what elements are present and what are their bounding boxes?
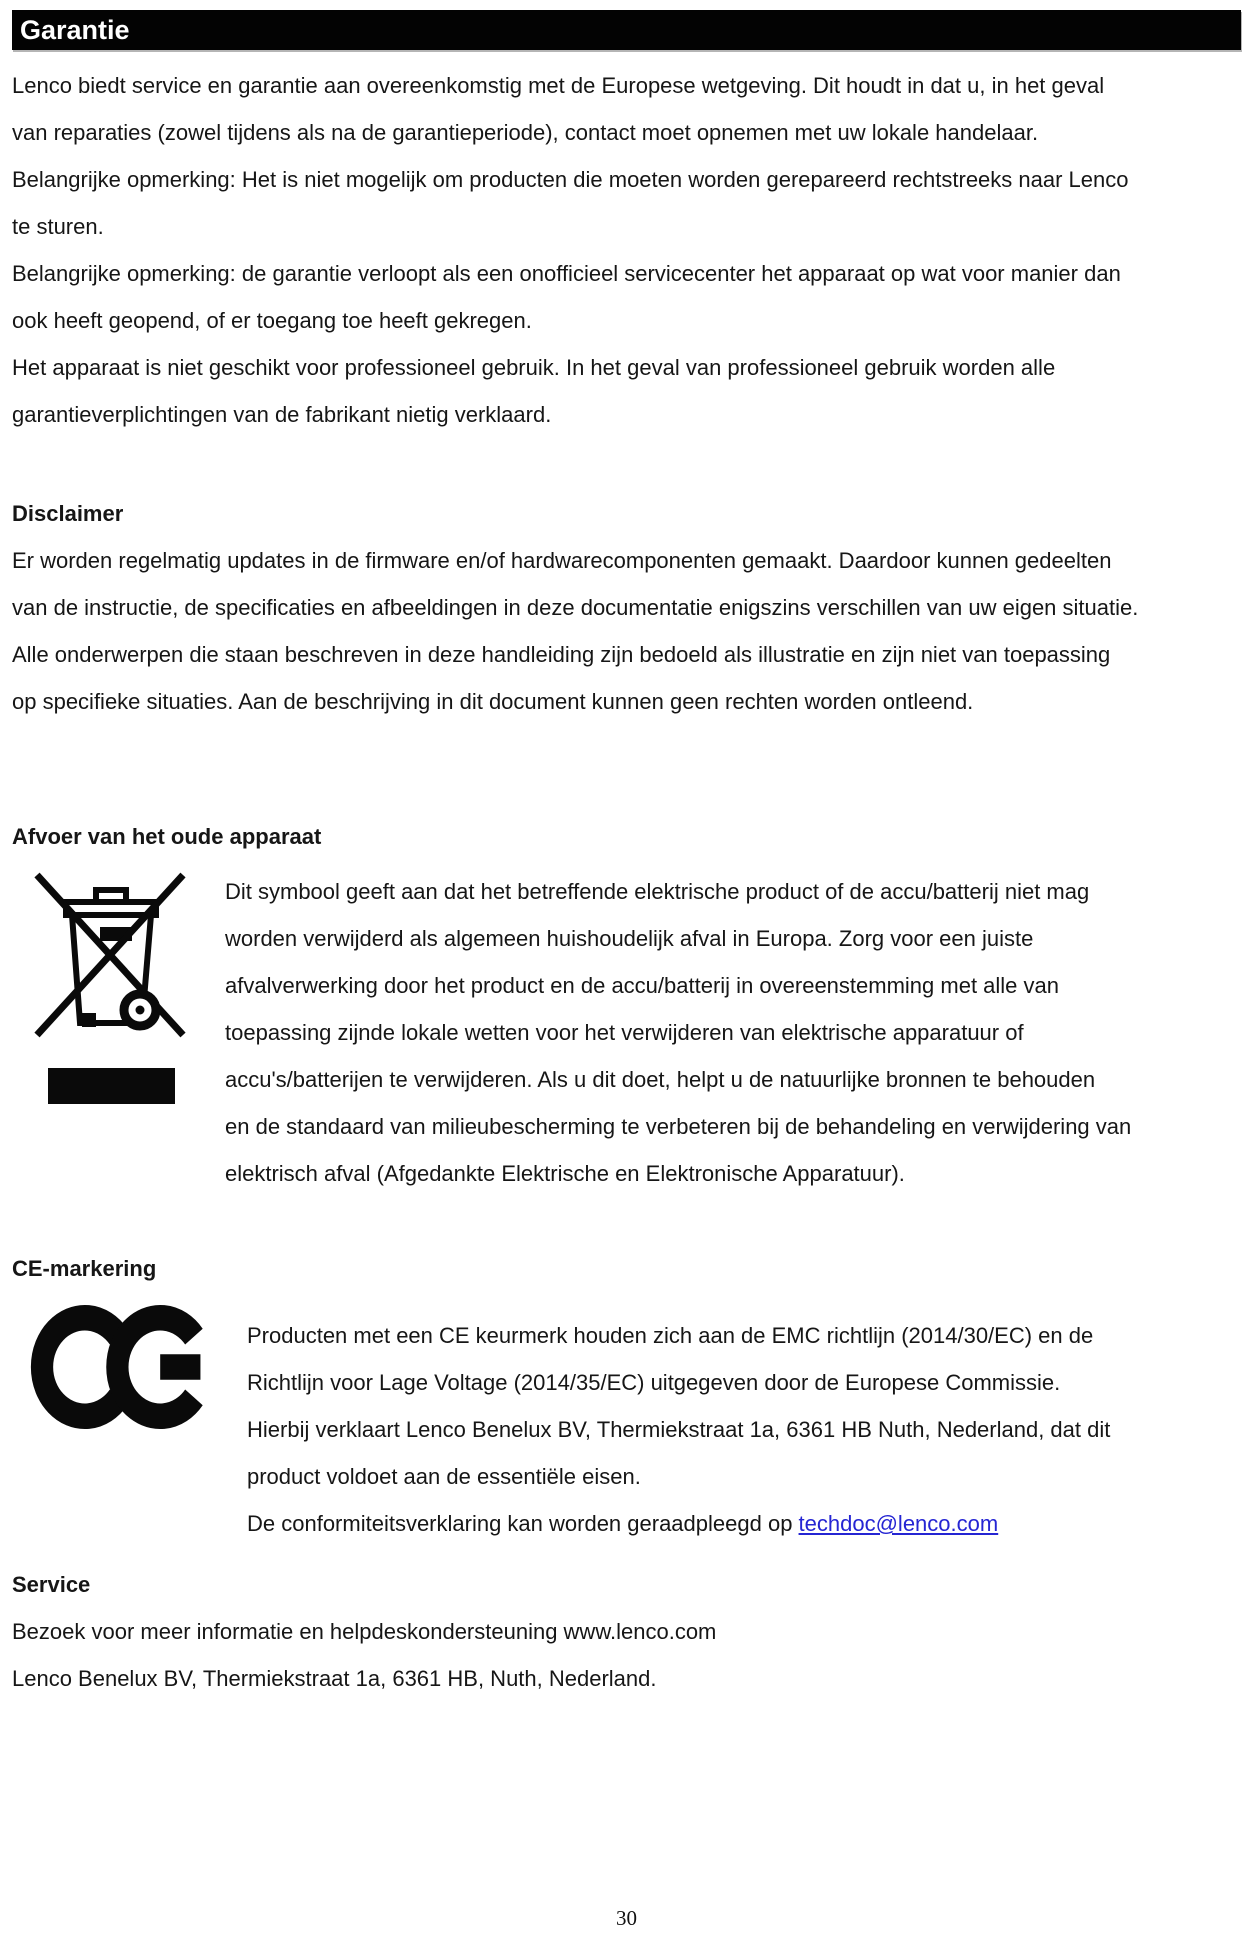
section-disclaimer: [12, 537, 1241, 725]
section-heading-afvoer: Afvoer van het oude apparaat: [12, 824, 322, 849]
ce-mark-icon: [30, 1302, 215, 1432]
text-line: Richtlijn voor Lage Voltage (2014/35/EC) uitgegeven door de Europese Commissie.: [247, 1370, 1061, 1395]
page-title: Garantie: [20, 15, 130, 45]
text-line: Producten met een CE keurmerk houden zich aan de EMC richtlijn (2014/30/EC) en de: [247, 1323, 1094, 1348]
text-line: worden verwijderd als algemeen huishoudelijk afval in Europa. Zorg voor een juiste: [225, 926, 1034, 951]
text-line: Belangrijke opmerking: de garantie verloopt als een onofficieel servicecenter het apparaat op wat voor manier dan: [12, 261, 1121, 286]
text-line: op specifieke situaties. Aan de beschrijving in dit document kunnen geen rechten worden ontleend.: [12, 689, 974, 714]
afvoer-text-column: [225, 860, 1131, 1197]
text-line: Er worden regelmatig updates in de firmware en/of hardwarecomponenten gemaakt. Daardoor kunnen gedeelten: [12, 548, 1112, 573]
section-ce: [12, 1302, 1241, 1547]
page-header-bar: [12, 10, 1241, 50]
section-heading-service: Service: [12, 1572, 91, 1597]
text-line: en de standaard van milieubescherming te verbeteren bij de behandeling en verwijdering van: [225, 1114, 1132, 1139]
text-line: garantieverplichtingen van de fabrikant nietig verklaard.: [12, 402, 552, 427]
text-line: Alle onderwerpen die staan beschreven in deze handleiding zijn bedoeld als illustratie en zijn niet van toepassing: [12, 642, 1111, 667]
section-heading-ce: CE-markering: [12, 1256, 157, 1281]
text-line: product voldoet aan de essentiële eisen.: [247, 1464, 641, 1489]
text-line: Lenco Benelux BV, Thermiekstraat 1a, 6361 HB, Nuth, Nederland.: [12, 1666, 657, 1691]
text-line: van reparaties (zowel tijdens als na de garantieperiode), contact moet opnemen met uw lokale handelaar.: [12, 120, 1039, 145]
ce-icon-column: [12, 1302, 247, 1432]
text-line: Lenco biedt service en garantie aan overeenkomstig met de Europese wetgeving. Dit houdt in dat u, in het geval: [12, 73, 1105, 98]
text-line: toepassing zijnde lokale wetten voor het verwijderen van elektrische apparatuur of: [225, 1020, 1024, 1045]
text-line: Bezoek voor meer informatie en helpdeskondersteuning www.lenco.com: [12, 1619, 717, 1644]
weee-crossed-bin-icon: [30, 865, 190, 1105]
section-heading-disclaimer: Disclaimer: [12, 501, 124, 526]
conformity-text: De conformiteitsverklaring kan worden geraadpleegd op: [247, 1511, 799, 1536]
weee-icon-column: [12, 860, 225, 1105]
text-line: afvalverwerking door het product en de accu/batterij in overeenstemming met alle van: [225, 973, 1060, 998]
weee-bar: [48, 1068, 175, 1104]
ce-text-column: [247, 1302, 1110, 1547]
text-line: van de instructie, de specificaties en afbeeldingen in deze documentatie enigszins verschillen van uw eigen situatie.: [12, 595, 1139, 620]
email-link[interactable]: techdoc@lenco.com: [798, 1511, 999, 1536]
text-line: Dit symbool geeft aan dat het betreffende elektrische product of de accu/batterij niet mag: [225, 879, 1090, 904]
text-line: elektrisch afval (Afgedankte Elektrische en Elektronische Apparatuur).: [225, 1161, 905, 1186]
page-number: 30: [616, 1906, 637, 1930]
text-line: Hierbij verklaart Lenco Benelux BV, Thermiekstraat 1a, 6361 HB Nuth, Nederland, dat dit: [247, 1417, 1111, 1442]
text-line: te sturen.: [12, 214, 104, 239]
text-line: Belangrijke opmerking: Het is niet mogelijk om producten die moeten worden gerepareerd rechtstreeks naar Lenco: [12, 167, 1129, 192]
section-service: [12, 1608, 1241, 1702]
text-line: ook heeft geopend, of er toegang toe heeft gekregen.: [12, 308, 532, 333]
conformity-line: [247, 1500, 1110, 1547]
section-garantie: [12, 62, 1241, 438]
text-line: Het apparaat is niet geschikt voor professioneel gebruik. In het geval van professioneel gebruik worden alle: [12, 355, 1056, 380]
text-line: accu's/batterijen te verwijderen. Als u dit doet, helpt u de natuurlijke bronnen te behouden: [225, 1067, 1096, 1092]
section-afvoer: [12, 860, 1241, 1197]
